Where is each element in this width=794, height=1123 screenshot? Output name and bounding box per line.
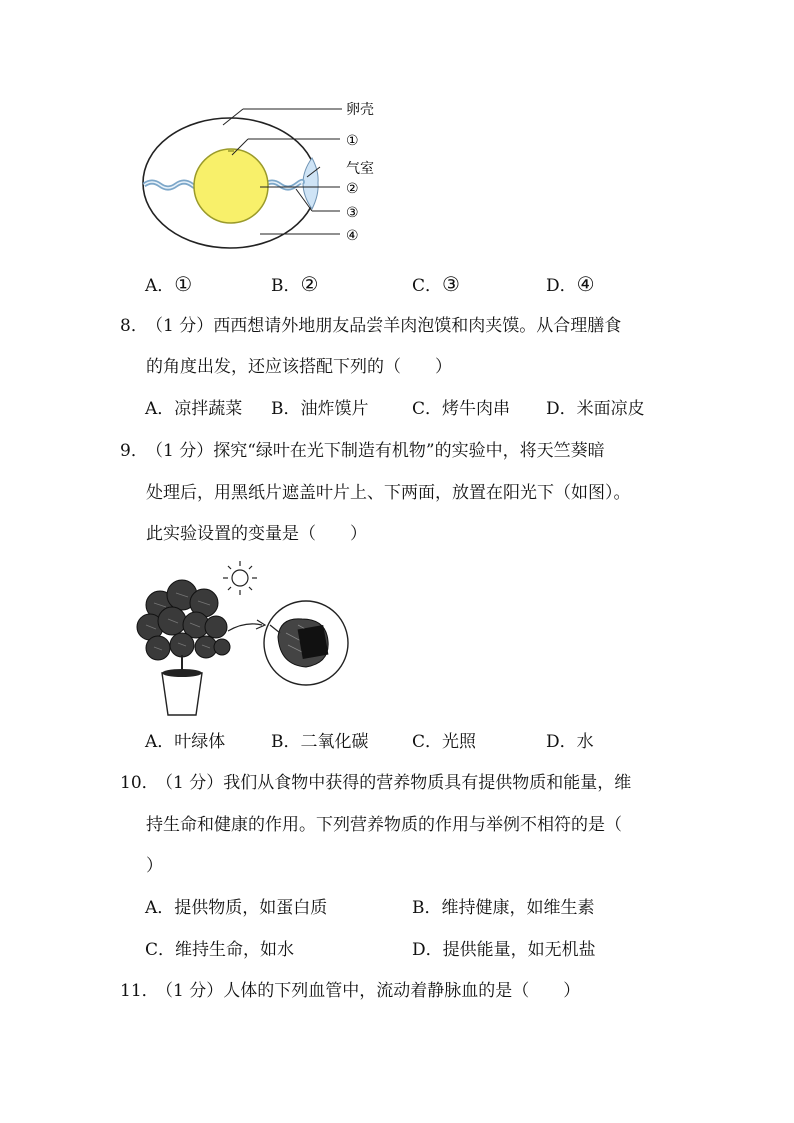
q7-option-d[interactable]: D．④ xyxy=(546,272,595,296)
geranium-plant xyxy=(137,580,230,660)
q11-stem-line1: （1 分）人体的下列血管中，流动着静脉血的是（ ） xyxy=(156,981,581,1001)
q10-option-d[interactable]: D．提供能量，如无机盐 xyxy=(412,940,596,960)
q10-stem-line1: （1 分）我们从食物中获得的营养物质具有提供物质和能量，维 xyxy=(156,773,632,793)
q8-number: 8． xyxy=(120,316,148,336)
sun-icon xyxy=(223,561,257,595)
q10-number: 10． xyxy=(120,773,159,793)
q9-option-c[interactable]: C．光照 xyxy=(412,732,477,752)
q9-stem-line2: 处理后，用黑纸片遮盖叶片上、下两面，放置在阳光下（如图）。 xyxy=(146,483,631,503)
q10-option-a[interactable]: A．提供物质，如蛋白质 xyxy=(145,898,328,918)
flower-pot xyxy=(162,673,202,715)
q7-option-a[interactable]: A．① xyxy=(145,272,193,296)
q10-option-c[interactable]: C．维持生命，如水 xyxy=(145,940,295,960)
geranium-experiment-illustration xyxy=(130,555,360,720)
q9-option-d[interactable]: D．水 xyxy=(546,732,594,752)
label-air-chamber: 气室 xyxy=(346,161,374,177)
q7-option-b[interactable]: B．② xyxy=(271,272,319,296)
q9-stem-line3: 此实验设置的变量是（ ） xyxy=(146,524,367,544)
q8-option-c[interactable]: C．烤牛肉串 xyxy=(412,399,511,419)
q8-option-a[interactable]: A．凉拌蔬菜 xyxy=(145,399,243,419)
q7-option-c[interactable]: C．③ xyxy=(412,272,460,296)
q10-stem-line2: 持生命和健康的作用。下列营养物质的作用与举例不相符的是（ xyxy=(146,815,622,835)
label-3: ③ xyxy=(346,205,359,221)
black-paper xyxy=(298,625,329,659)
q10-stem-line3: ） xyxy=(146,856,163,876)
label-shell: 卵壳 xyxy=(346,102,374,118)
q9-number: 9． xyxy=(120,441,148,461)
q8-option-d[interactable]: D．米面凉皮 xyxy=(546,399,645,419)
q8-option-b[interactable]: B．油炸馍片 xyxy=(271,399,369,419)
q9-option-b[interactable]: B．二氧化碳 xyxy=(271,732,369,752)
q10-option-b[interactable]: B．维持健康，如维生素 xyxy=(412,898,595,918)
egg-diagram xyxy=(130,95,400,265)
q8-stem-line1: （1 分）西西想请外地朋友品尝羊肉泡馍和肉夹馍。从合理膳食 xyxy=(146,316,622,336)
q8-stem-line2: 的角度出发，还应该搭配下列的（ ） xyxy=(146,357,452,377)
q9-option-a[interactable]: A．叶绿体 xyxy=(145,732,226,752)
label-4: ④ xyxy=(346,228,359,244)
arrow-icon xyxy=(228,624,262,631)
label-1: ① xyxy=(346,133,359,149)
q9-stem-line1: （1 分）探究“绿叶在光下制造有机物”的实验中，将天竺葵暗 xyxy=(146,441,605,461)
egg-yolk xyxy=(194,149,268,223)
label-2: ② xyxy=(346,181,359,197)
q11-number: 11． xyxy=(120,981,159,1001)
